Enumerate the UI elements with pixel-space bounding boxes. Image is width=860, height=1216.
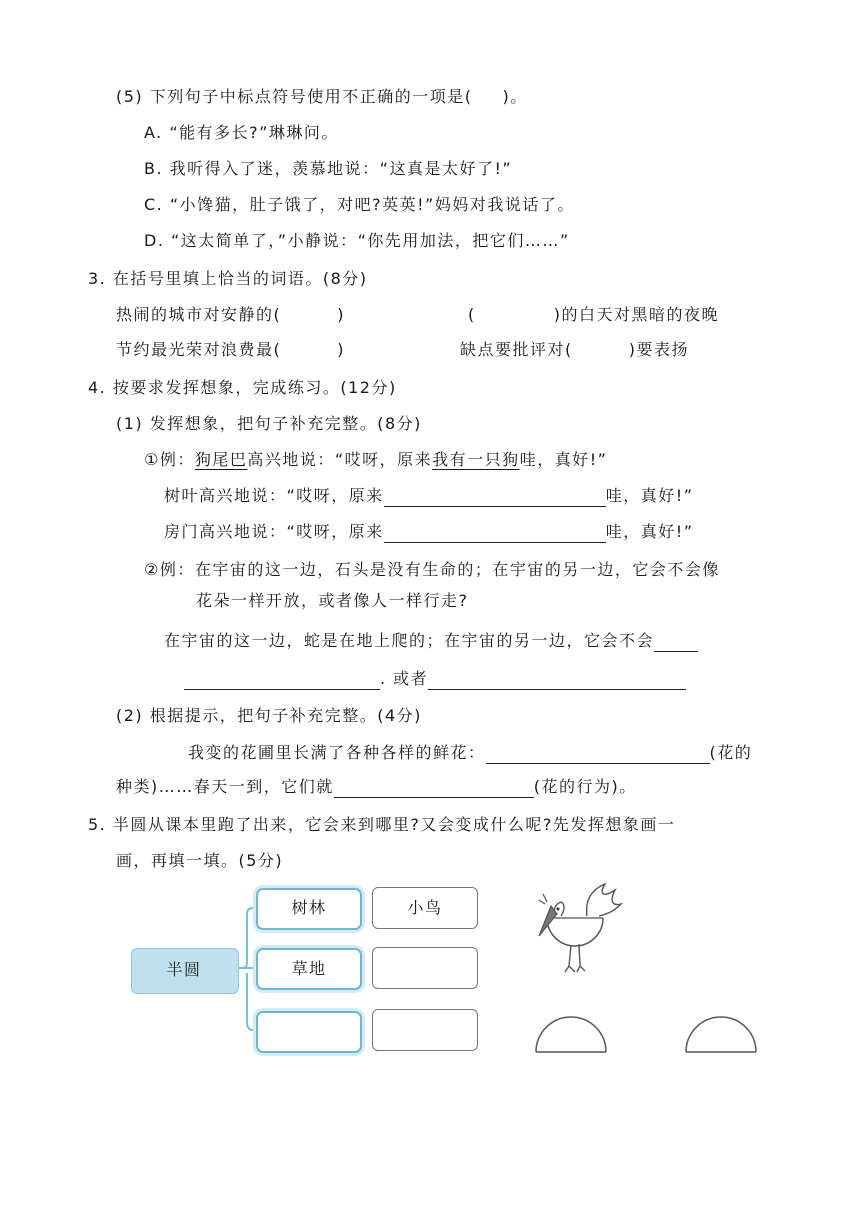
option-a: A. “能有多长?”琳琳问。 (144, 123, 339, 142)
q2-5-stem-end: )。 (502, 87, 528, 106)
q3-row1-left (116, 304, 345, 326)
bird-drawing (525, 880, 625, 980)
paren-open: ( (468, 305, 476, 324)
q3-row1-left-text: 热闹的城市对安静的( (116, 305, 282, 324)
q3-title: 3. 在括号里填上恰当的词语。(8分) (88, 269, 368, 288)
garden2-start: 种类)……春天一到，它们就 (116, 777, 334, 796)
q4-example2-line2: 花朵一样开放，或者像人一样行走? (196, 591, 469, 610)
snake-text: 在宇宙的这一边，蛇是在地上爬的；在宇宙的另一边，它会不会 (164, 631, 655, 650)
answer-blank[interactable] (184, 671, 380, 690)
or-text: . 或者 (380, 669, 429, 688)
answer-blank[interactable] (486, 745, 710, 764)
q4-example2-line1: ②例：在宇宙的这一边，石头是没有生命的；在宇宙的另一边，它会不会像 (144, 560, 720, 579)
paren-close: ) (337, 340, 345, 359)
q3-row2-right-text: 缺点要批评对( (460, 340, 573, 359)
ex1-fill: 我有一只狗 (432, 450, 520, 469)
q5-title-line1: 5. 半圆从课本里跑了出来，它会来到哪里?又会变成什么呢?先发挥想象画一 (88, 815, 676, 834)
paren-close: ) (337, 305, 345, 324)
q4-part2-title: (2) 根据提示，把句子补充完整。(4分) (116, 706, 422, 725)
place-label-forest: 树林 (291, 898, 327, 917)
q3-row2-left-text: 节约最光荣对浪费最( (116, 340, 282, 359)
ex1-prefix: ①例： (144, 450, 195, 469)
result-label-bird: 小鸟 (407, 898, 443, 917)
ex1-mid: 高兴地说：“哎呀，原来 (247, 450, 433, 469)
q3-row1-right (468, 304, 719, 326)
option-d: D. “这太简单了，”小静说：“你先用加法，把它们……” (144, 231, 570, 250)
option-b: B. 我听得入了迷，羡慕地说：“这真是太好了!” (144, 159, 513, 178)
answer-blank[interactable] (384, 488, 606, 507)
q4-part1-title: (1) 发挥想象，把句子补充完整。(8分) (116, 414, 422, 433)
q4-garden-line2 (116, 776, 637, 798)
place-label-grass: 草地 (291, 959, 327, 978)
q4-title: 4. 按要求发挥想象，完成练习。(12分) (88, 378, 397, 397)
option-c: C. “小馋猫，肚子饿了，对吧?英英!”妈妈对我说话了。 (144, 195, 575, 214)
result-box-blank-2[interactable] (372, 1009, 478, 1051)
answer-blank[interactable] (428, 671, 686, 690)
q3-row1-right-text: )的白天对黑暗的夜晚 (553, 305, 719, 324)
q5-title-line2: 画，再填一填。(5分) (116, 851, 284, 870)
q4-snake-line (164, 630, 698, 652)
answer-blank[interactable] (384, 524, 606, 543)
q2-5-stem (116, 86, 528, 108)
q3-row2-right (460, 339, 689, 361)
q2-5-stem-text: (5) 下列句子中标点符号使用不正确的一项是( (116, 87, 473, 106)
ex1-subject: 狗尾巴 (194, 450, 248, 469)
place-box-blank[interactable] (256, 1011, 362, 1053)
line-b-end: 哇，真好!” (605, 522, 694, 541)
q4-line-leaf (164, 485, 694, 507)
q4-example1 (144, 449, 607, 471)
semicircle-shape-1 (533, 1014, 609, 1054)
q4-garden-line1 (188, 742, 752, 764)
garden-end: (花的 (709, 743, 753, 762)
answer-blank[interactable] (334, 779, 534, 798)
q3-row2-right-end: )要表扬 (628, 340, 689, 359)
garden2-end: (花的行为)。 (533, 777, 637, 796)
answer-blank[interactable] (654, 633, 698, 652)
line-a-start: 树叶高兴地说：“哎呀，原来 (164, 486, 384, 505)
line-a-end: 哇，真好!” (605, 486, 694, 505)
semicircle-shape-2 (683, 1014, 759, 1054)
garden-start: 我变的花圃里长满了各种各样的鲜花： (188, 743, 486, 762)
ex1-end: 哇，真好!” (519, 450, 608, 469)
q3-row2-left (116, 339, 345, 361)
q4-snake-line2 (184, 668, 686, 690)
line-b-start: 房门高兴地说：“哎呀，原来 (164, 522, 384, 541)
result-box-blank-1[interactable] (372, 947, 478, 989)
q4-line-door (164, 521, 694, 543)
mindmap-root-label: 半圆 (166, 960, 202, 979)
